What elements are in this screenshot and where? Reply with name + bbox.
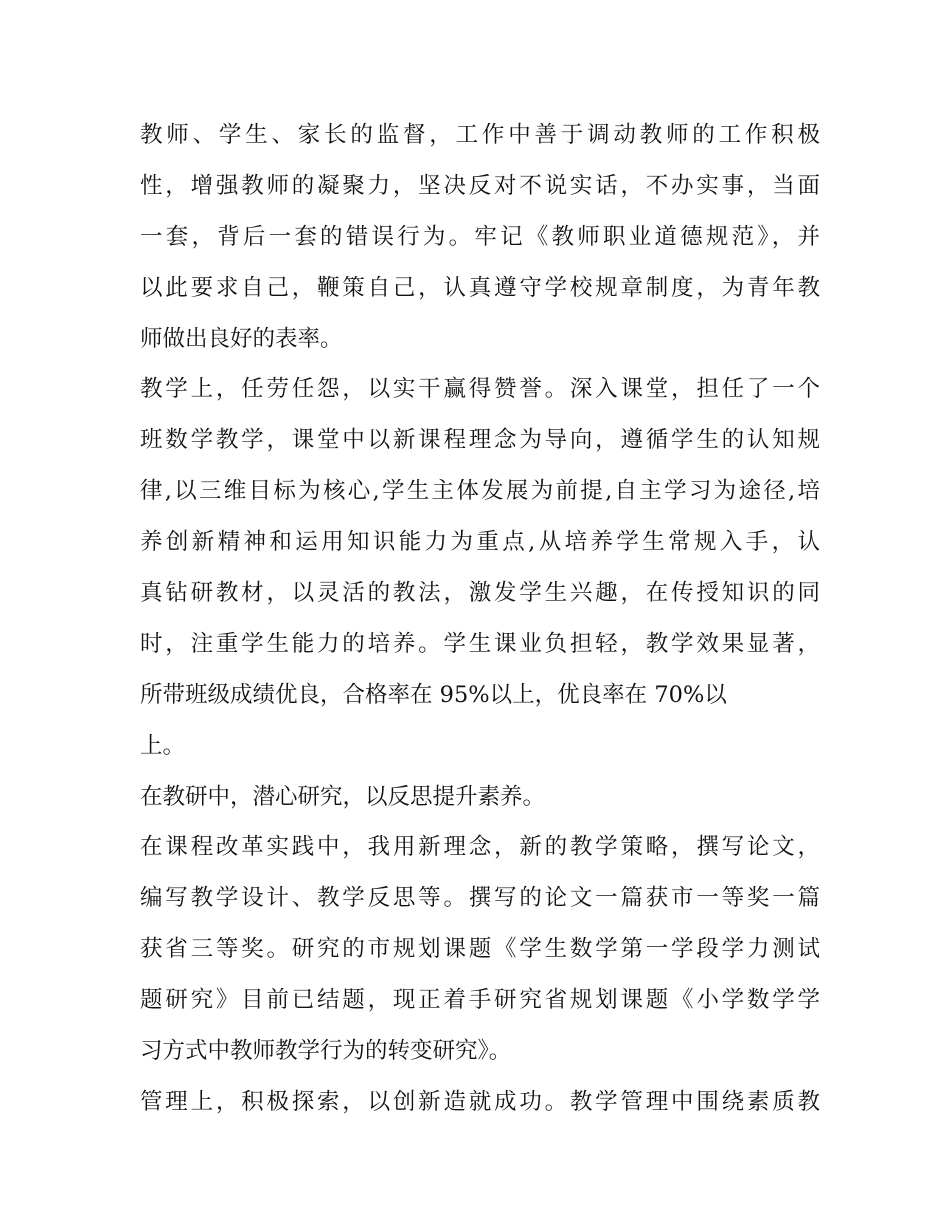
text-line: 题研究》目前已结题，现正着手研究省规划课题《小学数学学 — [140, 987, 820, 1014]
text-line: 在教研中，潜心研究，以反思提升素养。 — [140, 783, 546, 810]
text-line: 编写教学设计、教学反思等。撰写的论文一篇获市一等奖一篇 — [140, 885, 820, 912]
text-line: 养创新精神和运用知识能力为重点,从培养学生常规入手，认 — [140, 529, 820, 556]
text-line: 教师、学生、家长的监督，工作中善于调动教师的工作积极 — [140, 122, 820, 148]
text-line: 性，增强教师的凝聚力，坚决反对不说实话，不办实事，当面 — [140, 172, 820, 199]
text-line: 一套，背后一套的错误行为。牢记《教师职业道德规范》，并 — [140, 223, 820, 250]
text-line: 教学上，任劳任怨，以实干赢得赞誉。深入课堂，担任了一个 — [140, 376, 820, 403]
text-line: 律,以三维目标为核心,学生主体发展为前提,自主学习为途径,培 — [140, 478, 820, 505]
document-body — [140, 110, 820, 1128]
text-line: 在课程改革实践中，我用新理念，新的教学策略，撰写论文， — [140, 834, 820, 861]
text-line: 以此要求自己，鞭策自己，认真遵守学校规章制度，为青年教 — [140, 274, 820, 301]
text-line: 上。 — [140, 732, 186, 759]
text-line: 师做出良好的表率。 — [140, 325, 343, 352]
text-line: 真钻研教材，以灵活的教法，激发学生兴趣，在传授知识的同 — [140, 580, 820, 607]
text-line: 管理上，积极探索，以创新造就成功。教学管理中围绕素质教 — [140, 1088, 820, 1115]
text-line: 所带班级成绩优良，合格率在 95%以上，优良率在 70%以 — [140, 681, 727, 708]
text-line: 班数学教学，课堂中以新课程理念为导向，遵循学生的认知规 — [140, 427, 820, 454]
text-line: 获省三等奖。研究的市规划课题《学生数学第一学段学力测试 — [140, 936, 820, 963]
text-line: 习方式中教师教学行为的转变研究》。 — [140, 1038, 512, 1065]
text-line: 时，注重学生能力的培养。学生课业负担轻，教学效果显著， — [140, 630, 820, 657]
